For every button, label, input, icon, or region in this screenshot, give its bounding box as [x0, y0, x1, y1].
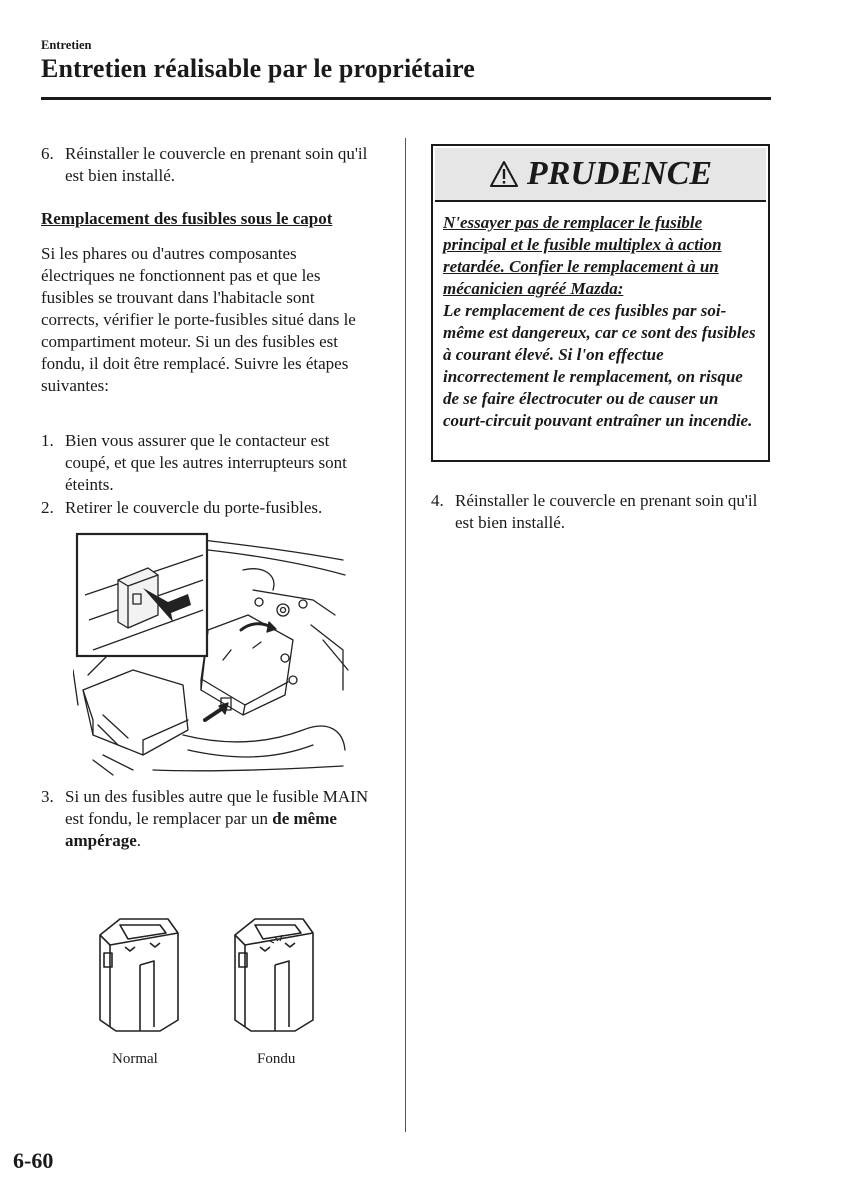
step-number: 4. [431, 491, 444, 510]
column-divider [405, 138, 406, 1132]
step-1 [41, 430, 376, 496]
step-text: Retirer le couvercle du porte-fusibles. [65, 498, 323, 517]
step-text: Si un des fusibles autre que le fusible MAIN est fondu, le remplacer par un de même ampérage. [65, 787, 369, 850]
intro-paragraph: Si les phares ou d'autres composantes électriques ne fonctionnent pas et que les fusibles se trouvant dans l'habitacle sont corrects, vérifier le porte-fusibles situé dans le compartiment moteur. Si un des fusibles est fondu, il doit être remplacé. Suivre les étapes suivantes: [41, 244, 356, 395]
emphasis-text: de même ampérage [65, 809, 337, 850]
step-text: Réinstaller le couvercle en prenant soin qu'il est bien installé. [65, 144, 368, 185]
caution-box [431, 144, 770, 462]
caution-body-text: Le remplacement de ces fusibles par soi-même est dangereux, car ce sont des fusibles à courant élevé. Si l'on effectue incorrectement le remplacement, on risque de se faire électrocuter ou de causer un court-circuit pouvant entraîner un incendie. [443, 301, 756, 430]
step-number: 3. [41, 787, 54, 806]
fuse-box-cover-illustration [73, 530, 349, 776]
step-3 [41, 786, 376, 852]
page-number: 6-60 [13, 1148, 54, 1173]
blown-fuse-icon [235, 919, 313, 1031]
step-4 [431, 490, 776, 534]
step-number: 1. [41, 431, 54, 450]
warning-triangle-icon [489, 160, 519, 188]
subheading: Remplacement des fusibles sous le capot [41, 209, 333, 228]
title-rule [41, 97, 771, 100]
step-2 [41, 497, 381, 519]
caution-title: PRUDENCE [526, 155, 713, 192]
step-text: Bien vous assurer que le contacteur est coupé, et que les autres interrupteurs sont éteints. [65, 431, 347, 494]
caution-header [435, 148, 766, 202]
step-number: 2. [41, 498, 54, 517]
step-number: 6. [41, 144, 54, 163]
normal-fuse-icon [100, 919, 178, 1031]
page-title: Entretien réalisable par le propriétaire [41, 54, 475, 83]
caution-text [443, 212, 762, 432]
caption-blown: Fondu [257, 1051, 296, 1067]
caption-normal: Normal [112, 1051, 158, 1067]
step-6 [41, 143, 376, 187]
caution-underlined-text: N'essayer pas de remplacer le fusible principal et le fusible multiplex à action retardée. Confier le remplacement à un mécanicien agréé Mazda: [443, 213, 722, 298]
section-label: Entretien [41, 38, 92, 52]
step-text: Réinstaller le couvercle en prenant soin qu'il est bien installé. [455, 491, 758, 532]
